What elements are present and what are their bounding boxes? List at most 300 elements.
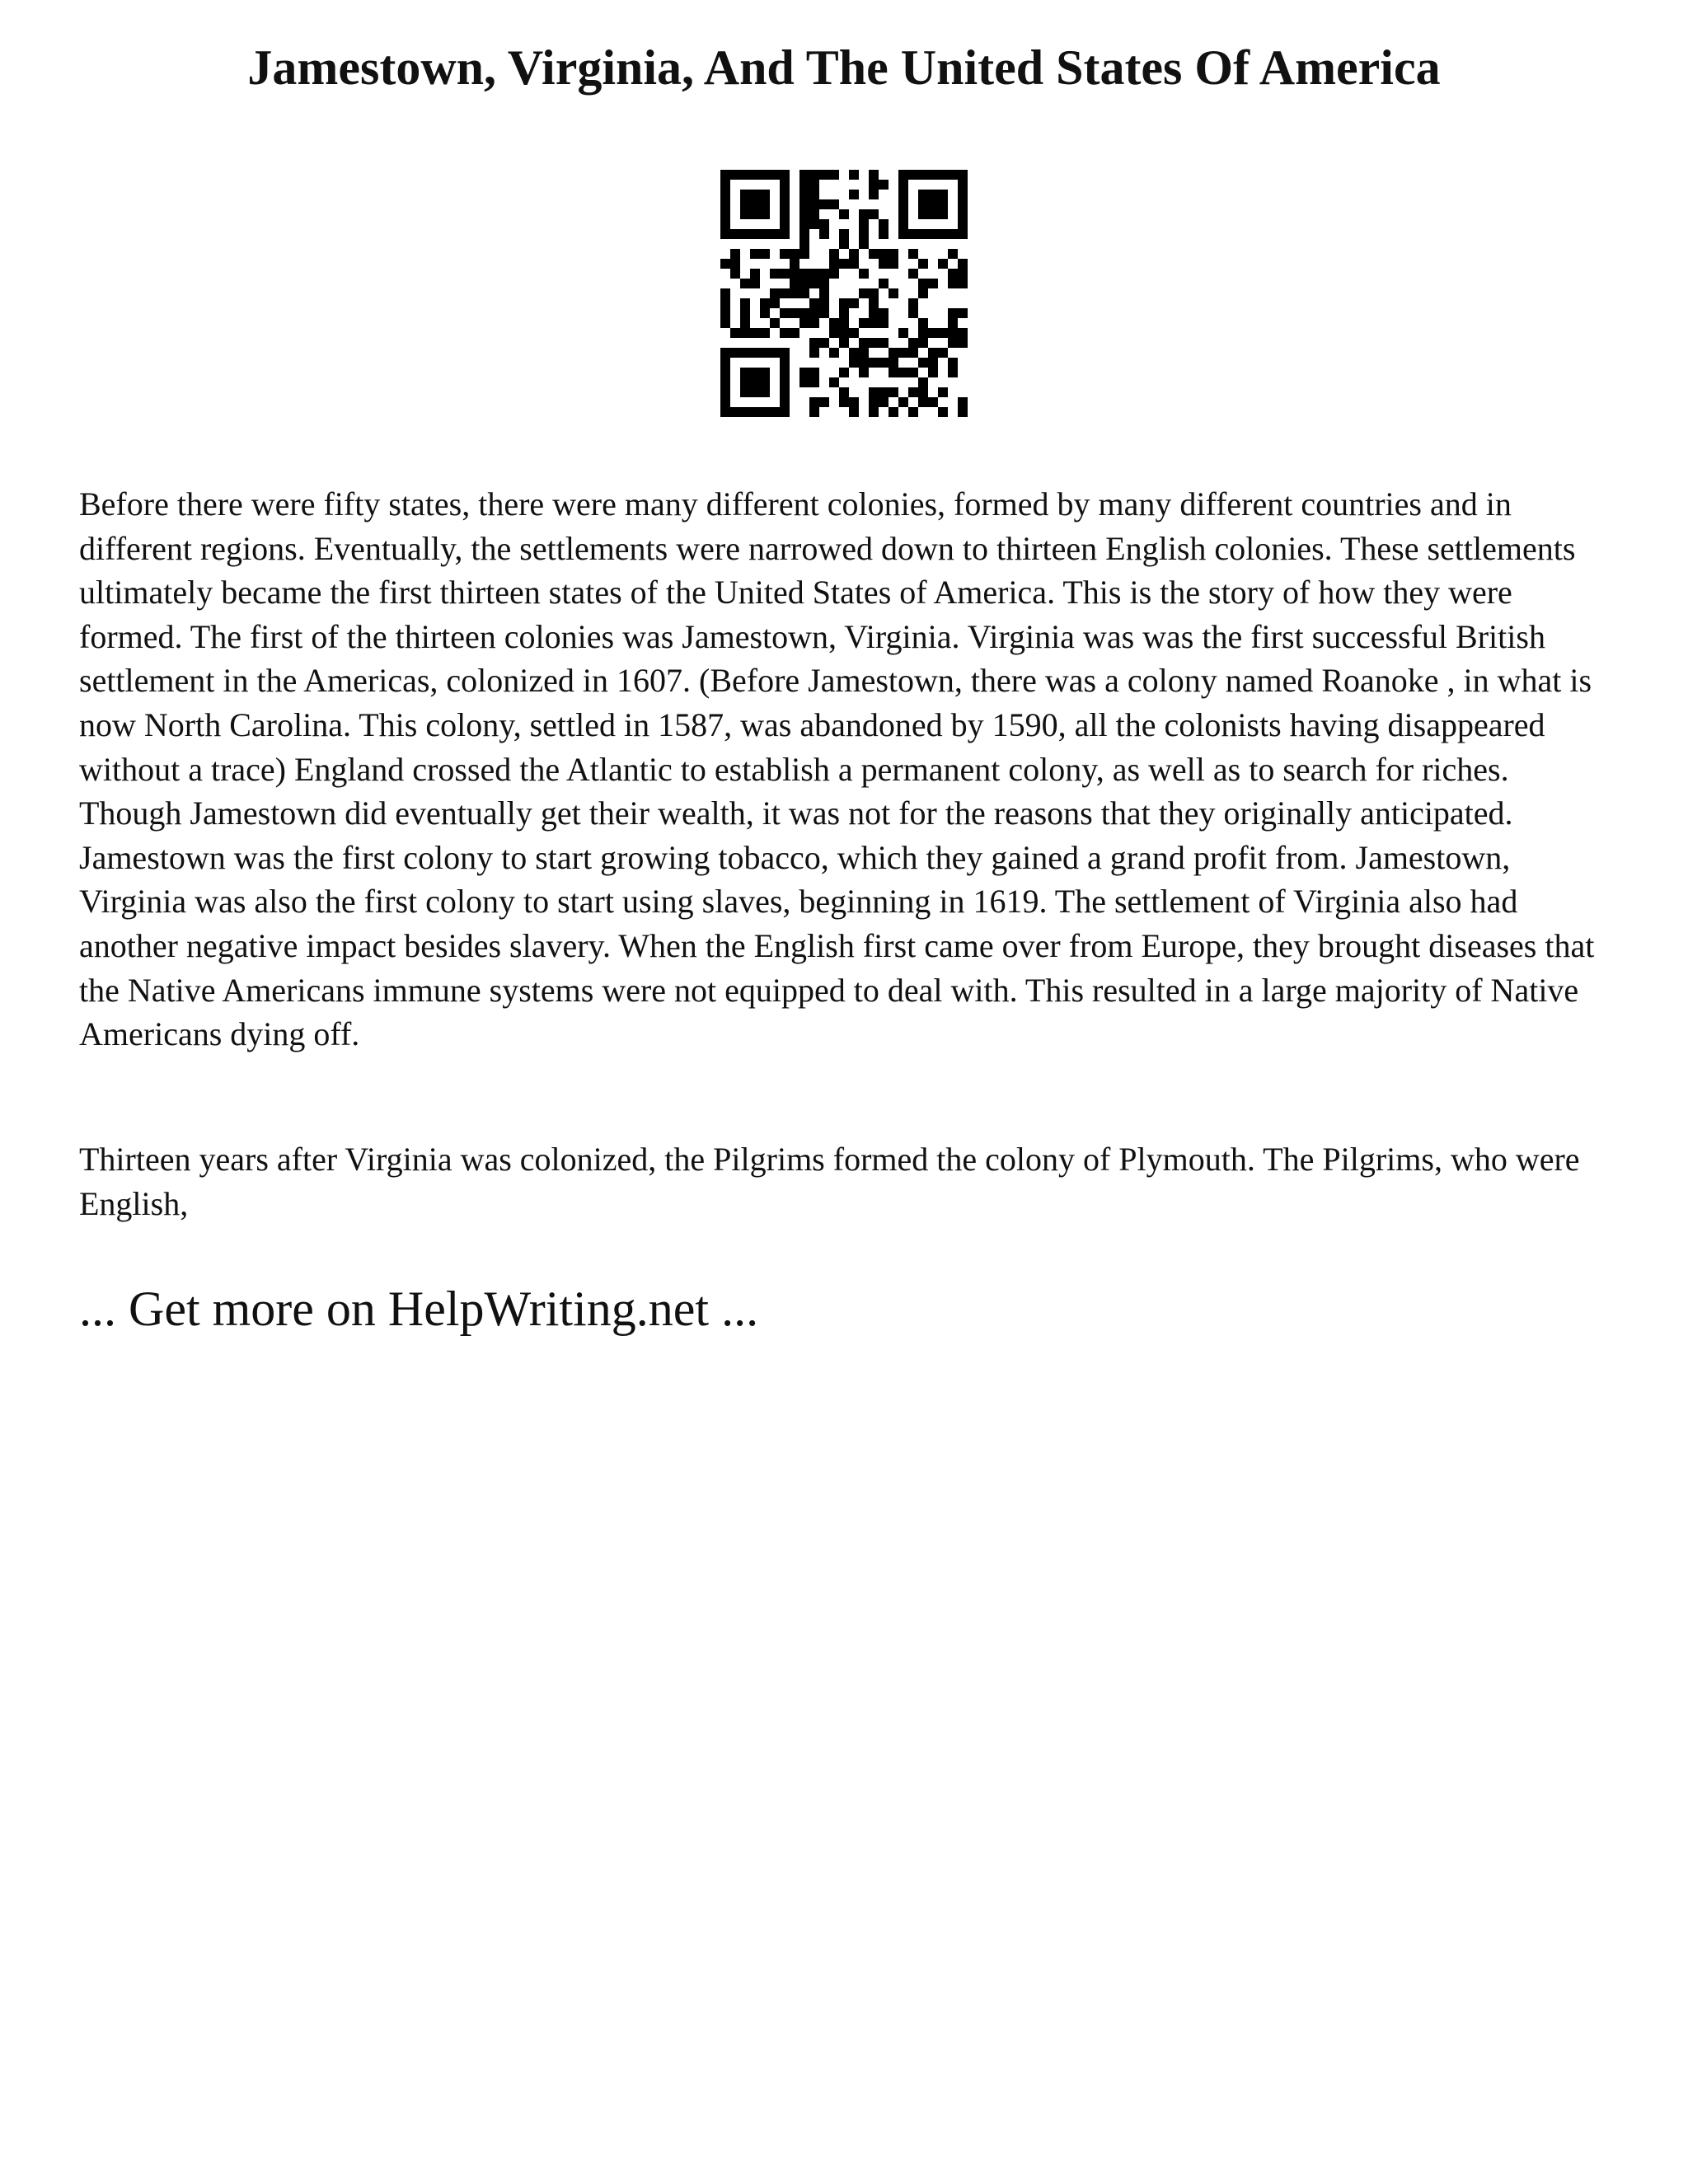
qr-module	[859, 288, 869, 298]
qr-module	[720, 229, 730, 239]
qr-module	[740, 387, 750, 397]
qr-module	[879, 279, 889, 288]
qr-module	[809, 199, 819, 209]
qr-module	[879, 318, 889, 328]
qr-module	[829, 348, 839, 358]
qr-module	[958, 338, 968, 348]
qr-module	[770, 229, 780, 239]
qr-module	[750, 407, 760, 417]
qr-module	[908, 348, 918, 358]
qr-module	[898, 170, 908, 180]
qr-module	[760, 387, 770, 397]
qr-module	[928, 199, 938, 209]
qr-module	[740, 190, 750, 199]
qr-module	[849, 397, 859, 407]
qr-module	[720, 180, 730, 190]
qr-module	[928, 190, 938, 199]
qr-module	[918, 190, 928, 199]
qr-module	[938, 348, 948, 358]
body-paragraph-1: Before there were fifty states, there were many different colonies, formed by many different countries and in different regions. Eventually, the settlements were narrowed down to thirteen English colonies. These settlements ultimately became the first thirteen states of the United States of America. This is the story of how they were formed. The first of the thirteen colonies was Jamestown, Virginia. Virginia was was the first successful British settlement in the Americas, colonized in 1607. (Before Jamestown, there was a colony named Roanoke , in what is now North Carolina. This colony, settled in 1587, was abandoned by 1590, all the colonists having disappeared without a trace) England crossed the Atlantic to establish a permanent colony, as well as to search for riches. Though Jamestown did eventually get their wealth, it was not for the reasons that they originally anticipated. Jamestown was the first colony to start growing tobacco, which they gained a grand profit from. Jamestown, Virginia was also the first colony to start using slaves, beginning in 1619. The settlement of Virginia also had another negative impact besides slavery. When the English first came over from Europe, they brought diseases that the Native Americans immune systems were not equipped to deal with. This resulted in a large majority of Native Americans dying off.	[79, 485, 1595, 1053]
qr-module	[918, 377, 928, 387]
qr-module	[720, 259, 730, 269]
qr-module	[780, 219, 790, 229]
qr-module	[790, 259, 799, 269]
qr-module	[720, 407, 730, 417]
qr-module	[760, 308, 770, 318]
qr-module	[740, 229, 750, 239]
qr-module	[809, 397, 819, 407]
qr-module	[918, 338, 928, 348]
qr-module	[740, 199, 750, 209]
qr-module	[918, 229, 928, 239]
qr-module	[809, 170, 819, 180]
qr-module	[889, 348, 898, 358]
qr-module	[720, 298, 730, 308]
qr-module	[859, 358, 869, 368]
qr-module	[760, 209, 770, 219]
qr-module	[859, 368, 869, 377]
qr-module	[809, 377, 819, 387]
qr-module	[720, 387, 730, 397]
qr-module	[720, 219, 730, 229]
qr-module	[869, 387, 879, 397]
qr-module	[790, 288, 799, 298]
qr-module	[770, 407, 780, 417]
qr-module	[958, 180, 968, 190]
qr-module	[958, 279, 968, 288]
qr-module	[948, 328, 958, 338]
qr-module	[849, 407, 859, 417]
qr-module	[928, 279, 938, 288]
qr-module	[869, 298, 879, 308]
qr-module	[889, 368, 898, 377]
qr-module	[780, 199, 790, 209]
qr-module	[799, 288, 809, 298]
qr-module	[958, 308, 968, 318]
qr-module	[780, 308, 790, 318]
qr-module	[740, 279, 750, 288]
qr-module	[958, 397, 968, 407]
qr-module	[918, 209, 928, 219]
qr-module	[730, 259, 740, 269]
qr-module	[809, 318, 819, 328]
qr-module	[938, 387, 948, 397]
qr-module	[958, 219, 968, 229]
qr-module	[740, 209, 750, 219]
qr-module	[839, 209, 849, 219]
qr-module	[869, 249, 879, 259]
qr-module	[869, 180, 879, 190]
qr-module	[819, 308, 829, 318]
qr-module	[928, 397, 938, 407]
qr-module	[918, 170, 928, 180]
qr-module	[780, 348, 790, 358]
qr-module	[859, 239, 869, 249]
qr-module	[948, 308, 958, 318]
qr-module	[879, 387, 889, 397]
qr-module	[849, 358, 859, 368]
qr-module	[760, 377, 770, 387]
qr-module	[750, 190, 760, 199]
qr-module	[799, 180, 809, 190]
qr-module	[869, 338, 879, 348]
qr-module	[780, 407, 790, 417]
body-paragraph-2: Thirteen years after Virginia was colonized, the Pilgrims formed the colony of Plymouth. The Pilgrims, who were English,	[79, 1141, 1580, 1222]
qr-module	[740, 308, 750, 318]
qr-module	[720, 209, 730, 219]
qr-module	[879, 308, 889, 318]
qr-module	[918, 328, 928, 338]
qr-module	[889, 259, 898, 269]
qr-module	[799, 209, 809, 219]
qr-module	[819, 170, 829, 180]
qr-module	[849, 259, 859, 269]
qr-module	[799, 229, 809, 239]
qr-module	[720, 397, 730, 407]
qr-module	[819, 298, 829, 308]
qr-module	[869, 308, 879, 318]
qr-module	[790, 279, 799, 288]
qr-module	[948, 170, 958, 180]
qr-module	[780, 170, 790, 180]
qr-module	[849, 249, 859, 259]
qr-module	[918, 358, 928, 368]
qr-module	[760, 368, 770, 377]
qr-module	[829, 269, 839, 279]
qr-module	[898, 368, 908, 377]
qr-module	[780, 377, 790, 387]
qr-module	[750, 229, 760, 239]
qr-module	[770, 348, 780, 358]
qr-module	[859, 209, 869, 219]
qr-module	[770, 288, 780, 298]
qr-module	[780, 269, 790, 279]
qr-module	[849, 298, 859, 308]
qr-module	[730, 249, 740, 259]
qr-module	[819, 397, 829, 407]
qr-module	[879, 259, 889, 269]
qr-module	[809, 407, 819, 417]
qr-module	[720, 358, 730, 368]
qr-module	[928, 170, 938, 180]
qr-module	[799, 190, 809, 199]
qr-module	[750, 377, 760, 387]
qr-module	[889, 407, 898, 417]
qr-module	[938, 170, 948, 180]
qr-code-graphic	[720, 170, 968, 417]
qr-module	[869, 397, 879, 407]
qr-module	[819, 219, 829, 229]
qr-module	[879, 397, 889, 407]
qr-module	[809, 269, 819, 279]
qr-module	[790, 269, 799, 279]
qr-module	[720, 318, 730, 328]
qr-module	[799, 170, 809, 180]
qr-module	[898, 180, 908, 190]
qr-module	[760, 249, 770, 259]
qr-module	[938, 259, 948, 269]
qr-module	[908, 269, 918, 279]
qr-module	[780, 229, 790, 239]
qr-module	[879, 229, 889, 239]
qr-module	[839, 259, 849, 269]
qr-module	[859, 338, 869, 348]
qr-module	[958, 407, 968, 417]
qr-module	[780, 368, 790, 377]
qr-module	[819, 288, 829, 298]
qr-module	[889, 387, 898, 397]
qr-module	[889, 288, 898, 298]
get-more-link[interactable]: ... Get more on HelpWriting.net ...	[79, 1282, 759, 1336]
qr-module	[799, 377, 809, 387]
qr-module	[750, 269, 760, 279]
qr-module	[730, 348, 740, 358]
qr-module	[869, 170, 879, 180]
qr-module	[859, 269, 869, 279]
qr-module	[740, 348, 750, 358]
qr-module	[740, 328, 750, 338]
qr-module	[859, 229, 869, 239]
qr-module	[879, 338, 889, 348]
qr-module	[839, 239, 849, 249]
qr-module	[898, 190, 908, 199]
qr-module	[760, 348, 770, 358]
qr-module	[809, 298, 819, 308]
qr-module	[958, 259, 968, 269]
qr-module	[938, 328, 948, 338]
qr-module	[770, 269, 780, 279]
qr-module	[938, 199, 948, 209]
qr-module	[908, 249, 918, 259]
qr-module	[948, 368, 958, 377]
qr-module	[918, 318, 928, 328]
qr-module	[760, 170, 770, 180]
qr-module	[918, 259, 928, 269]
qr-module	[839, 328, 849, 338]
qr-module	[799, 318, 809, 328]
qr-module	[908, 170, 918, 180]
qr-module	[958, 229, 968, 239]
qr-module	[908, 407, 918, 417]
qr-module	[730, 229, 740, 239]
qr-module	[928, 209, 938, 219]
qr-module	[908, 387, 918, 397]
qr-module	[720, 170, 730, 180]
qr-module	[720, 348, 730, 358]
qr-module	[839, 308, 849, 318]
qr-module	[780, 249, 790, 259]
qr-module	[730, 269, 740, 279]
qr-code-icon[interactable]	[720, 170, 968, 417]
qr-module	[760, 199, 770, 209]
qr-module	[760, 190, 770, 199]
qr-module	[898, 348, 908, 358]
qr-module	[918, 199, 928, 209]
qr-module	[780, 387, 790, 397]
qr-module	[829, 170, 839, 180]
qr-module	[839, 368, 849, 377]
qr-module	[760, 229, 770, 239]
qr-module	[780, 358, 790, 368]
qr-module	[799, 269, 809, 279]
qr-module	[898, 328, 908, 338]
qr-module	[750, 368, 760, 377]
qr-module	[908, 298, 918, 308]
qr-module	[898, 199, 908, 209]
qr-module	[898, 219, 908, 229]
qr-module	[879, 180, 889, 190]
qr-module	[809, 348, 819, 358]
qr-module	[889, 249, 898, 259]
qr-module	[829, 199, 839, 209]
qr-module	[809, 209, 819, 219]
qr-module	[958, 170, 968, 180]
qr-module	[869, 190, 879, 199]
qr-module	[829, 377, 839, 387]
qr-module	[928, 229, 938, 239]
qr-module	[938, 229, 948, 239]
qr-module	[948, 338, 958, 348]
qr-module	[849, 170, 859, 180]
qr-module	[928, 358, 938, 368]
qr-module	[829, 249, 839, 259]
qr-module	[780, 397, 790, 407]
qr-module	[819, 199, 829, 209]
qr-module	[908, 338, 918, 348]
qr-module	[918, 387, 928, 397]
qr-module	[720, 190, 730, 199]
qr-module	[918, 279, 928, 288]
qr-module	[849, 348, 859, 358]
qr-module	[898, 229, 908, 239]
qr-module	[799, 199, 809, 209]
qr-module	[839, 338, 849, 348]
qr-module	[898, 397, 908, 407]
qr-module	[799, 308, 809, 318]
qr-module	[869, 407, 879, 417]
qr-module	[958, 199, 968, 209]
qr-module	[750, 328, 760, 338]
qr-module	[750, 387, 760, 397]
qr-module	[720, 308, 730, 318]
qr-module	[889, 358, 898, 368]
qr-module	[938, 190, 948, 199]
qr-module	[770, 298, 780, 308]
qr-module	[948, 229, 958, 239]
qr-module	[839, 229, 849, 239]
qr-module	[859, 219, 869, 229]
qr-module	[928, 368, 938, 377]
qr-module	[958, 328, 968, 338]
qr-module	[958, 190, 968, 199]
qr-module	[740, 298, 750, 308]
qr-module	[750, 249, 760, 259]
qr-module	[938, 209, 948, 219]
qr-module	[809, 368, 819, 377]
qr-module	[750, 348, 760, 358]
qr-module	[839, 298, 849, 308]
qr-module	[799, 279, 809, 288]
qr-module	[730, 328, 740, 338]
qr-module	[730, 407, 740, 417]
qr-module	[869, 318, 879, 328]
qr-module	[958, 209, 968, 219]
qr-module	[879, 219, 889, 229]
qr-module	[958, 269, 968, 279]
qr-module	[918, 397, 928, 407]
qr-module	[908, 308, 918, 318]
qr-module	[760, 328, 770, 338]
qr-module	[859, 348, 869, 358]
qr-module	[819, 229, 829, 239]
qr-module	[849, 190, 859, 199]
qr-module	[780, 180, 790, 190]
qr-module	[750, 170, 760, 180]
qr-module	[720, 368, 730, 377]
qr-module	[790, 328, 799, 338]
qr-module	[898, 209, 908, 219]
qr-module	[760, 298, 770, 308]
qr-module	[819, 279, 829, 288]
qr-module	[948, 269, 958, 279]
qr-module	[829, 328, 839, 338]
qr-module	[809, 190, 819, 199]
qr-module	[948, 279, 958, 288]
qr-module	[948, 358, 958, 368]
qr-module	[740, 407, 750, 417]
qr-module	[859, 318, 869, 328]
qr-module	[869, 209, 879, 219]
qr-module	[819, 338, 829, 348]
qr-module	[750, 279, 760, 288]
qr-module	[770, 170, 780, 180]
qr-module	[829, 259, 839, 269]
qr-module	[928, 328, 938, 338]
qr-module	[879, 249, 889, 259]
qr-module	[809, 279, 819, 288]
qr-module	[790, 249, 799, 259]
qr-module	[879, 358, 889, 368]
qr-module	[948, 249, 958, 259]
qr-module	[720, 377, 730, 387]
qr-module	[799, 368, 809, 377]
qr-module	[760, 407, 770, 417]
page-title: Jamestown, Virginia, And The United States Of America	[247, 40, 1441, 95]
qr-module	[829, 318, 839, 328]
qr-module	[809, 308, 819, 318]
qr-module	[740, 368, 750, 377]
qr-module	[819, 269, 829, 279]
qr-module	[720, 199, 730, 209]
qr-module	[720, 288, 730, 298]
qr-module	[839, 387, 849, 397]
qr-module	[839, 397, 849, 407]
qr-module	[809, 338, 819, 348]
qr-module	[730, 170, 740, 180]
qr-module	[839, 318, 849, 328]
qr-module	[809, 180, 819, 190]
qr-module	[938, 407, 948, 417]
qr-module	[780, 288, 790, 298]
qr-module	[740, 318, 750, 328]
qr-module	[790, 308, 799, 318]
qr-module	[869, 358, 879, 368]
qr-module	[770, 318, 780, 328]
qr-module	[799, 239, 809, 249]
qr-module	[740, 377, 750, 387]
qr-module	[750, 199, 760, 209]
qr-module	[780, 328, 790, 338]
